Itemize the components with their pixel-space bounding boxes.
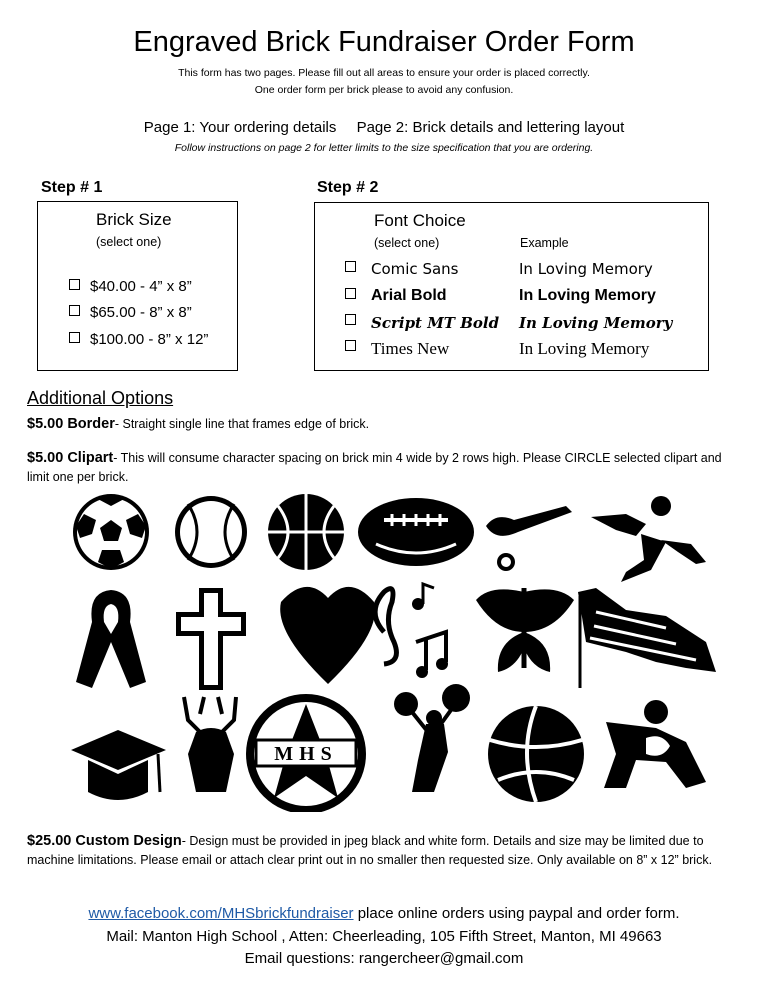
brick-size-heading: Brick Size	[96, 210, 172, 229]
volleyball-icon[interactable]	[488, 706, 584, 802]
font-option-times-new[interactable]: Times New In Loving Memory	[345, 339, 705, 361]
step1-label: Step # 1	[41, 179, 103, 196]
graduation-cap-icon[interactable]	[71, 730, 166, 800]
online-order-line: www.facebook.com/MHSbrickfundraiser place online orders using paypal and order form.	[88, 905, 680, 922]
brick-size-option[interactable]: $100.00 - 8” x 12”	[69, 331, 208, 348]
football-icon[interactable]	[358, 498, 474, 566]
subtitle-line-2: One order form per brick please to avoid any confusion.	[254, 84, 514, 96]
checkbox[interactable]	[69, 279, 80, 290]
font-choice-hint: (select one)	[374, 236, 440, 250]
heart-icon[interactable]	[280, 587, 375, 684]
mhs-star-logo-icon[interactable]	[246, 694, 366, 812]
page2-label: Page 2: Brick details and lettering layout	[356, 119, 625, 136]
border-option: $5.00 Border- Straight single line that frames edge of brick.	[27, 416, 370, 432]
mhs-badge-text: MHS	[274, 743, 338, 765]
font-option-comic-sans[interactable]: Comic Sans In Loving Memory	[345, 260, 705, 282]
brick-size-box	[37, 201, 238, 371]
runner-icon[interactable]	[591, 496, 706, 582]
checkbox[interactable]	[69, 305, 80, 316]
facebook-link[interactable]: www.facebook.com/MHSbrickfundraiser	[88, 905, 354, 922]
clipart-grid	[66, 492, 726, 812]
additional-options-heading: Additional Options	[27, 388, 174, 408]
checkbox[interactable]	[345, 314, 356, 325]
follow-instructions: Follow instructions on page 2 for letter limits to the size specification that you are ordering.	[174, 142, 594, 154]
basketball-icon[interactable]	[268, 494, 344, 570]
checkbox[interactable]	[345, 340, 356, 351]
golf-club-ball-icon[interactable]	[486, 506, 572, 571]
page-summary	[0, 119, 768, 136]
cheerleader-icon[interactable]	[394, 684, 470, 792]
font-choice-box	[314, 202, 709, 371]
mail-address: Mail: Manton High School , Atten: Cheerleading, 105 Fifth Street, Manton, MI 49663	[106, 928, 662, 945]
example-label: Example	[520, 236, 569, 250]
custom-design-option: $25.00 Custom Design- Design must be provided in jpeg black and white form. Details and size may be limited due to machine limitations. Please email or attach clear print out in no smaller then requested size. Only available on 8” x 12” brick.	[27, 833, 713, 867]
checkbox[interactable]	[345, 288, 356, 299]
deer-head-icon[interactable]	[184, 697, 236, 792]
page1-label: Page 1: Your ordering details	[143, 119, 337, 136]
email-questions: Email questions: rangercheer@gmail.com	[244, 950, 524, 967]
awareness-ribbon-icon[interactable]	[76, 590, 146, 688]
cross-icon[interactable]	[176, 588, 246, 690]
checkbox[interactable]	[69, 332, 80, 343]
music-notes-icon[interactable]	[375, 584, 448, 678]
brick-size-hint: (select one)	[96, 235, 162, 249]
checkbox[interactable]	[345, 261, 356, 272]
brick-size-option[interactable]: $40.00 - 4” x 8”	[69, 278, 192, 295]
font-option-script-mt-bold[interactable]: Script MT Bold In Loving Memory	[345, 313, 705, 335]
wrestlers-icon[interactable]	[604, 700, 706, 788]
font-option-arial-bold[interactable]: Arial Bold In Loving Memory	[345, 287, 705, 309]
baseball-icon[interactable]	[175, 496, 247, 568]
subtitle-line-1: This form has two pages. Please fill out all areas to ensure your order is placed correctly.	[178, 67, 590, 79]
clipart-option: $5.00 Clipart- This will consume character spacing on brick min 4 wide by 2 rows high. Please CIRCLE selected clipart and limit one per brick.	[27, 450, 722, 484]
butterfly-icon[interactable]	[476, 588, 574, 672]
brick-size-option[interactable]: $65.00 - 8” x 8”	[69, 304, 192, 321]
american-flag-icon[interactable]	[578, 588, 716, 688]
form-title: Engraved Brick Fundraiser Order Form	[133, 26, 635, 58]
soccer-ball-icon[interactable]	[73, 494, 149, 570]
font-choice-heading: Font Choice	[374, 211, 466, 230]
step2-label: Step # 2	[317, 179, 379, 196]
